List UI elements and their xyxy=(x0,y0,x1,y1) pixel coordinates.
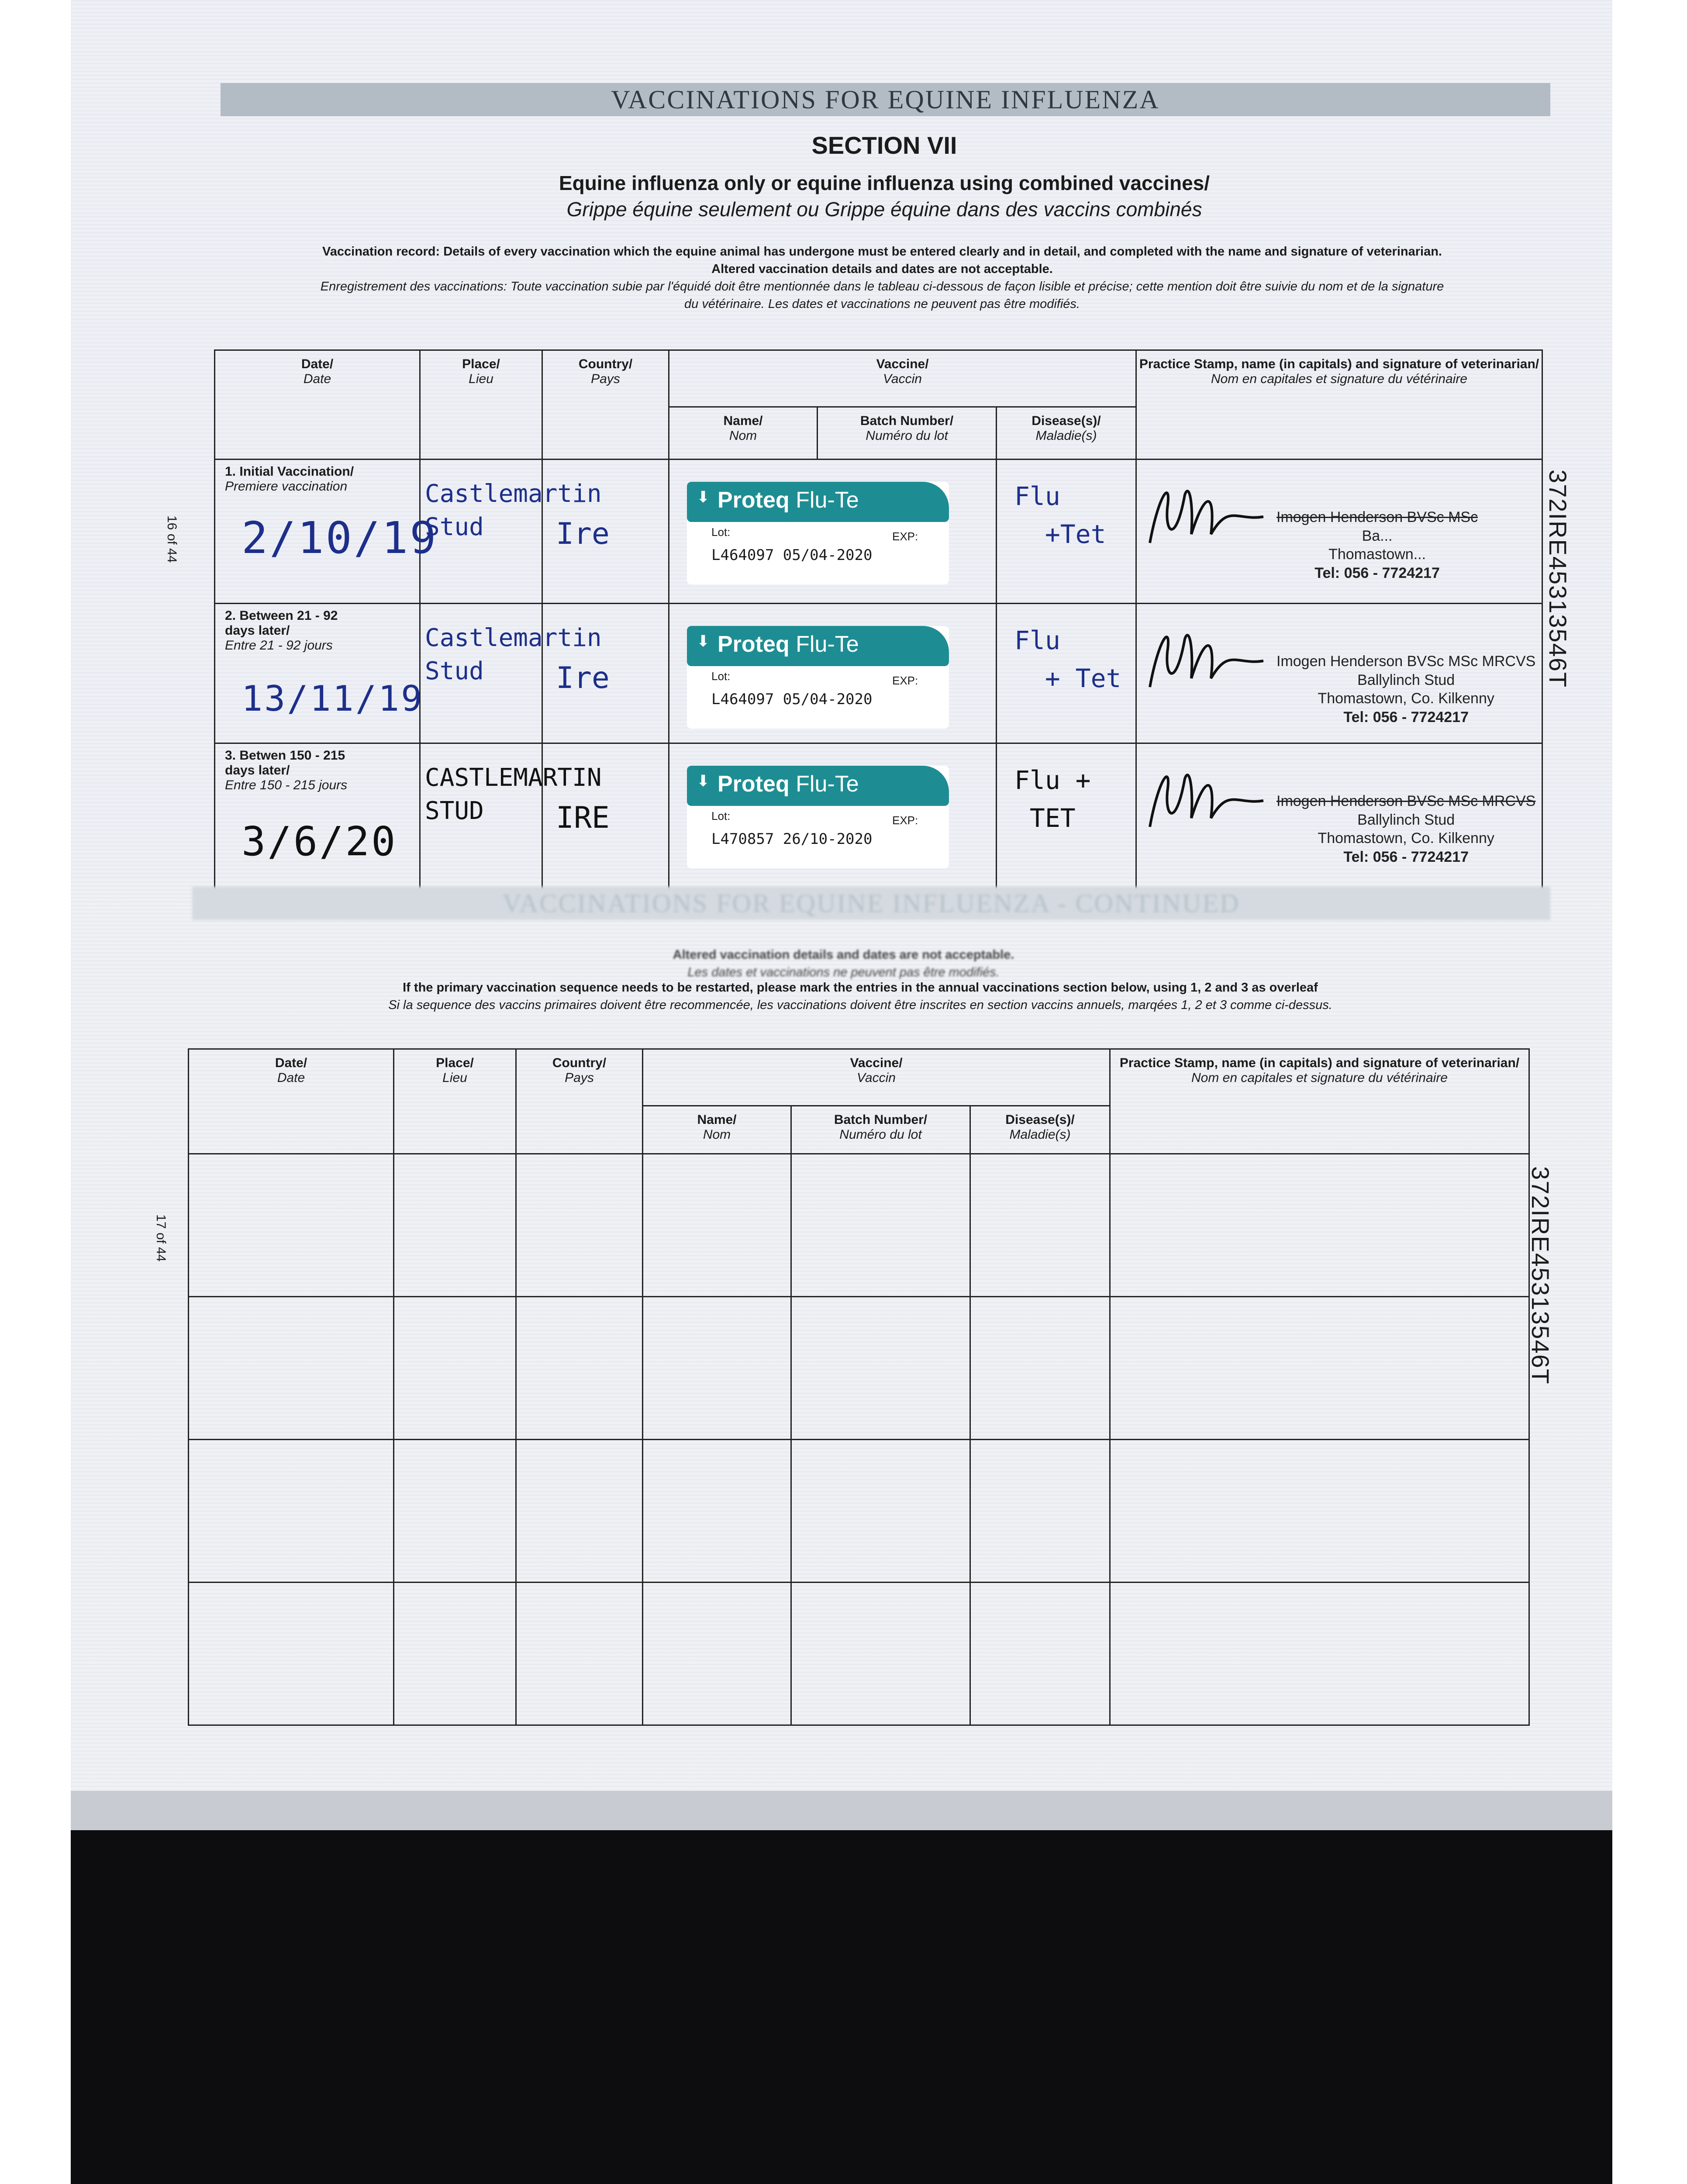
syringe-icon: ⬇ xyxy=(697,632,710,650)
altered-note-en: Altered vaccination details and dates are not acceptable. xyxy=(711,262,1053,276)
header-batch: Batch Number/ Numéro du lot xyxy=(791,1106,970,1154)
header-name: Name/ Nom xyxy=(643,1106,791,1154)
vaccination-table xyxy=(214,349,1543,892)
handwritten-place: Castlemartin xyxy=(425,624,602,652)
header-batch: Batch Number/ Numéro du lot xyxy=(818,407,997,460)
header-name: Name/ Nom xyxy=(669,407,818,460)
row-practice-cell xyxy=(1136,460,1542,604)
handwritten-disease: Flu + TET xyxy=(1014,765,1091,833)
practice-stamp: Imogen Henderson BVSc MSc Ba... Thomastown... Tel: 056 - 7724217 xyxy=(1276,509,1478,581)
passport-side-code-top: 372IRE45313546T xyxy=(1544,470,1572,688)
vaccination-row-1 xyxy=(215,460,1542,604)
vaccine-sticker: ⬇ Proteq Flu-Te Lot: EXP: L464097 05/04-2020 xyxy=(687,482,949,584)
header-disease: Disease(s)/ Maladie(s) xyxy=(970,1106,1110,1154)
vet-signature xyxy=(1141,469,1272,565)
header-practice: Practice Stamp, name (in capitals) and signature of veterinarian/ Nom en capitales et signature du vétérinaire xyxy=(1110,1049,1529,1154)
vaccine-label-cell xyxy=(669,460,997,604)
row-disease-cell xyxy=(997,604,1136,743)
practice-stamp: Imogen Henderson BVSc MSc MRCVS Ballylinch Stud Thomastown, Co. Kilkenny Tel: 056 - 7724217 xyxy=(1276,793,1536,865)
header-country: Country/ Pays xyxy=(542,350,669,460)
altered-note: Altered vaccination details and dates are not acceptable. xyxy=(673,948,1014,962)
blank-vaccination-table xyxy=(188,1048,1530,1726)
restart-note-fr: Si la sequence des vaccins primaires doivent être recommencée, les vaccinations doivent être inscrites en section vaccins annuels, marqées 1, 2 et 3 comme ci-dessus. xyxy=(388,998,1332,1012)
header-place: Place/ Lieu xyxy=(394,1049,516,1154)
handwritten-date: 3/6/20 xyxy=(241,818,397,865)
blank-row-4 xyxy=(189,1583,1529,1725)
row-date-cell: 3. Betwen 150 - 215 days later/ Entre 150 - 215 jours 3/6/20 xyxy=(215,743,420,892)
row-place-cell: Castlemartin Stud xyxy=(420,604,542,743)
syringe-icon: ⬇ xyxy=(697,772,710,790)
vaccine-label-cell xyxy=(669,743,997,892)
vaccine-label-cell xyxy=(669,604,997,743)
handwritten-country: Ire xyxy=(556,661,610,695)
syringe-icon: ⬇ xyxy=(697,488,710,506)
batch-number: L464097 05/04-2020 xyxy=(711,546,873,564)
handwritten-disease: Flu + Tet xyxy=(1014,625,1121,693)
blank-row-2 xyxy=(189,1297,1529,1440)
row-country-cell xyxy=(542,743,669,892)
row-date-cell: 1. Initial Vaccination/ Premiere vaccination 2/10/19 xyxy=(215,460,420,604)
row-date-cell: 2. Between 21 - 92 days later/ Entre 21 - 92 jours 13/11/19 xyxy=(215,604,420,743)
vaccination-row-3 xyxy=(215,743,1542,892)
handwritten-date: 13/11/19 xyxy=(241,678,424,719)
handwritten-country: Ire xyxy=(556,517,610,551)
header-country: Country/ Pays xyxy=(516,1049,643,1154)
vaccination-row-2 xyxy=(215,604,1542,743)
batch-number: L464097 05/04-2020 xyxy=(711,691,873,708)
page-number-top: 16 of 44 xyxy=(165,515,179,563)
blank-row-1 xyxy=(189,1154,1529,1297)
row-country-cell xyxy=(542,604,669,743)
row-place-cell: CASTLEMARTIN STUD xyxy=(420,743,542,892)
header-vaccine: Vaccine/ Vaccin xyxy=(643,1049,1110,1106)
subtitle-en: Equine influenza only or equine influenza using combined vaccines/ xyxy=(559,172,1210,194)
handwritten-country: IRE xyxy=(556,801,610,835)
page-number-bottom: 17 of 44 xyxy=(154,1214,168,1262)
batch-number: L470857 26/10-2020 xyxy=(711,830,873,848)
section-banner: VACCINATIONS FOR EQUINE INFLUENZA xyxy=(221,83,1550,116)
row-practice-cell xyxy=(1136,743,1542,892)
record-note-en: Vaccination record: Details of every vaccination which the equine animal has undergone must be entered clearly and in detail, and completed with the name and signature of veterinarian. xyxy=(322,245,1442,259)
restart-note: If the primary vaccination sequence needs to be restarted, please mark the entries in the annual vaccinations section below, using 1, 2 and 3 as overleaf xyxy=(403,981,1318,995)
handwritten-date: 2/10/19 xyxy=(241,512,438,563)
vaccine-sticker: ⬇ Proteq Flu-Te Lot: EXP: L470857 26/10-2020 xyxy=(687,766,949,868)
row-disease-cell xyxy=(997,743,1136,892)
record-note-fr: Enregistrement des vaccinations: Toute vaccination subie par l'équidé doit être mentionnée dans le tableau ci-dessous de façon lisible et précise; cette mention doit être suivie du nom et de la signature xyxy=(320,280,1444,294)
continued-banner: VACCINATIONS FOR EQUINE INFLUENZA - CONTINUED xyxy=(192,887,1550,920)
vet-signature xyxy=(1141,753,1272,849)
altered-note-fr: Les dates et vaccinations ne peuvent pas être modifiés. xyxy=(687,965,1000,979)
header-vaccine: Vaccine/ Vaccin xyxy=(669,350,1136,407)
row-country-cell xyxy=(542,460,669,604)
header-disease: Disease(s)/ Maladie(s) xyxy=(997,407,1136,460)
header-date: Date/ Date xyxy=(215,350,420,460)
header-place: Place/ Lieu xyxy=(420,350,542,460)
row-place-cell: Castlemartin Stud xyxy=(420,460,542,604)
practice-stamp: Imogen Henderson BVSc MSc MRCVS Ballylinch Stud Thomastown, Co. Kilkenny Tel: 056 - 7724217 xyxy=(1276,653,1536,726)
header-practice: Practice Stamp, name (in capitals) and signature of veterinarian/ Nom en capitales et signature du vétérinaire xyxy=(1136,350,1542,460)
scanner-background xyxy=(71,1830,1612,2184)
page-edge xyxy=(71,1791,1612,1830)
header-date: Date/ Date xyxy=(189,1049,394,1154)
section-title: SECTION VII xyxy=(811,131,957,159)
vaccine-sticker: ⬇ Proteq Flu-Te Lot: EXP: L464097 05/04-2020 xyxy=(687,626,949,729)
handwritten-disease: Flu +Tet xyxy=(1014,481,1106,549)
subtitle-fr: Grippe équine seulement ou Grippe équine dans des vaccins combinés xyxy=(566,198,1202,221)
vet-signature xyxy=(1141,613,1272,709)
record-note-fr-2: du vétérinaire. Les dates et vaccinations ne peuvent pas être modifiés. xyxy=(684,297,1080,311)
blank-row-3 xyxy=(189,1440,1529,1583)
row-practice-cell xyxy=(1136,604,1542,743)
passport-side-code-bottom: 372IRE45313546T xyxy=(1527,1166,1554,1385)
handwritten-place: CASTLEMARTIN xyxy=(425,764,602,792)
handwritten-place: Castlemartin xyxy=(425,480,602,508)
row-disease-cell xyxy=(997,460,1136,604)
